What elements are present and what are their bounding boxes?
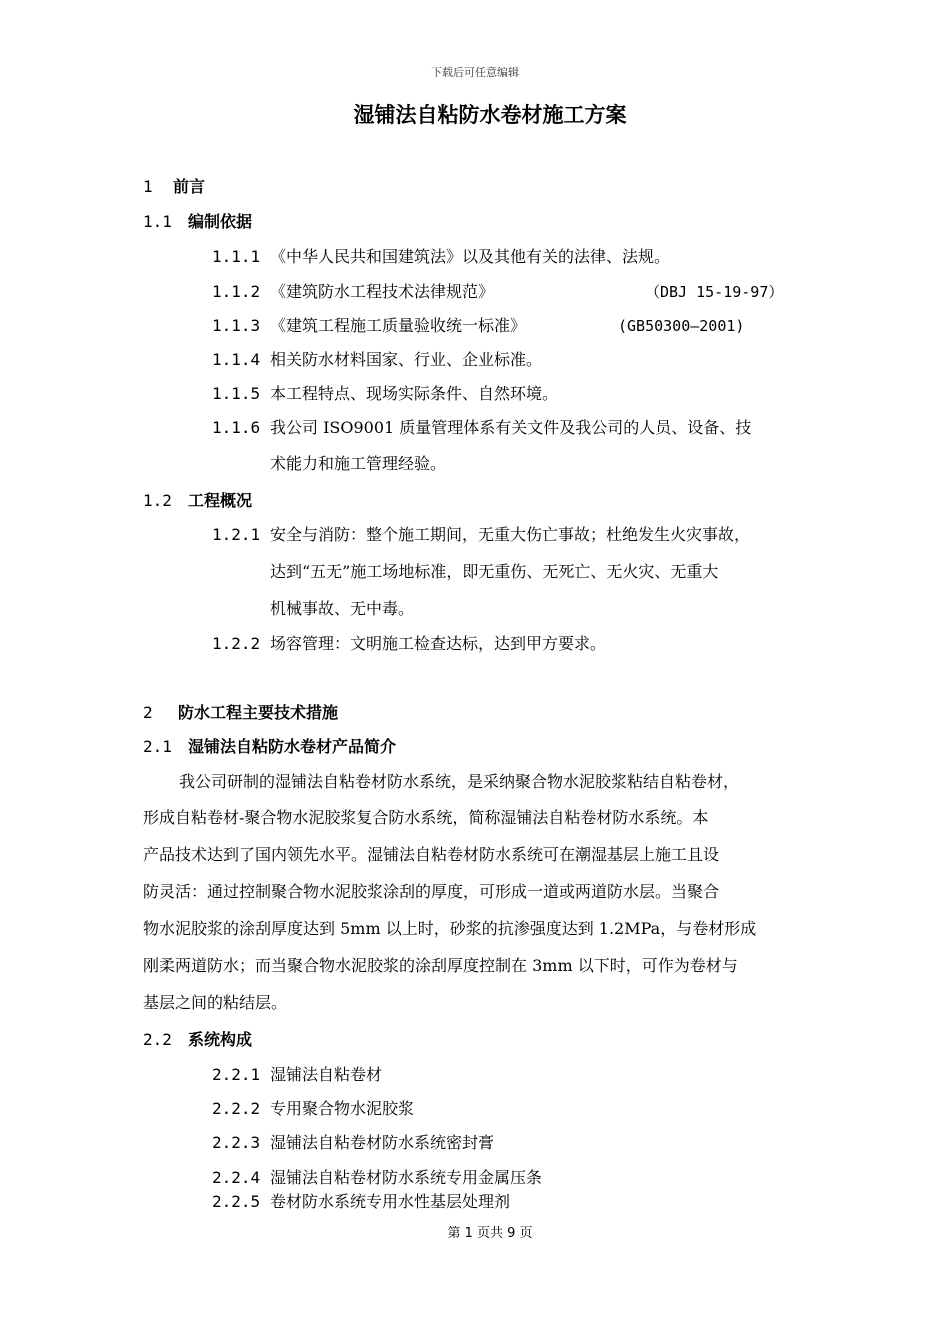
list-item xyxy=(212,1063,382,1087)
item-number: 1.1.2 xyxy=(212,282,261,301)
item-number: 2.2.1 xyxy=(212,1065,261,1084)
section-2-1-heading xyxy=(143,735,396,759)
section-1-heading xyxy=(143,175,205,199)
list-item xyxy=(212,382,558,406)
section-title: 编制依据 xyxy=(188,212,253,231)
section-number: 2.1 xyxy=(143,737,172,756)
standard-code: （DBJ 15-19-97） xyxy=(645,283,784,301)
item-text-continuation: 机械事故、无中毒。 xyxy=(270,599,415,618)
paragraph-line: 我公司研制的湿铺法自粘卷材防水系统，是采纳聚合物水泥胶浆粘结自粘卷材， xyxy=(179,772,740,791)
section-title: 前言 xyxy=(173,177,206,196)
item-text-continuation: 术能力和施工管理经验。 xyxy=(270,454,447,473)
item-number: 1.1.3 xyxy=(212,316,261,335)
section-title: 湿铺法自粘防水卷材产品简介 xyxy=(188,737,397,756)
standard-code: (GB50300—2001) xyxy=(618,317,745,335)
document-title: 湿铺法自粘防水卷材施工方案 xyxy=(353,103,627,127)
section-number: 2.2 xyxy=(143,1030,172,1049)
item-number: 1.2.1 xyxy=(212,525,261,544)
item-text: 湿铺法自粘卷材防水系统专用金属压条 xyxy=(270,1168,543,1187)
list-item xyxy=(212,348,542,372)
item-number: 1.2.2 xyxy=(212,634,261,653)
item-number: 2.2.2 xyxy=(212,1099,261,1118)
item-number: 2.2.5 xyxy=(212,1192,261,1211)
list-item xyxy=(212,314,526,338)
list-item xyxy=(212,1131,494,1155)
item-text: 我公司 ISO9001 质量管理体系有关文件及我公司的人员、设备、技 xyxy=(270,418,752,437)
paragraph-line: 物水泥胶浆的涂刮厚度达到 5mm 以上时，砂浆的抗渗强度达到 1.2MPa，与卷材形成 xyxy=(143,919,757,938)
section-number: 1 xyxy=(143,177,153,196)
item-text: 专用聚合物水泥胶浆 xyxy=(270,1099,415,1118)
paragraph-line: 刚柔两道防水；而当聚合物水泥胶浆的涂刮厚度控制在 3mm 以下时，可作为卷材与 xyxy=(143,956,738,975)
page-header: 下载后可任意编辑 xyxy=(431,66,519,79)
section-number: 2 xyxy=(143,703,153,722)
item-text: 《中华人民共和国建筑法》以及其他有关的法律、法规。 xyxy=(270,247,671,266)
paragraph-line: 产品技术达到了国内领先水平。湿铺法自粘卷材防水系统可在潮湿基层上施工且设 xyxy=(143,845,720,864)
list-item xyxy=(212,632,606,656)
item-number: 1.1.1 xyxy=(212,247,261,266)
list-item xyxy=(212,1190,510,1214)
item-text: 相关防水材料国家、行业、企业标准。 xyxy=(270,350,543,369)
list-item xyxy=(212,1097,414,1121)
item-text: 安全与消防：整个施工期间，无重大伤亡事故；杜绝发生火灾事故， xyxy=(270,525,751,544)
section-2-2-heading xyxy=(143,1028,252,1052)
item-text: 《建筑防水工程技术法律规范》 xyxy=(270,282,495,301)
item-number: 1.1.4 xyxy=(212,350,261,369)
item-number: 1.1.5 xyxy=(212,384,261,403)
section-title: 工程概况 xyxy=(188,491,253,510)
section-number: 1.1 xyxy=(143,212,172,231)
item-text: 《建筑工程施工质量验收统一标准》 xyxy=(270,316,527,335)
item-number: 2.2.4 xyxy=(212,1168,261,1187)
item-text: 场容管理：文明施工检查达标，达到甲方要求。 xyxy=(270,634,607,653)
section-1-1-heading xyxy=(143,210,252,234)
paragraph-line: 形成自粘卷材-聚合物水泥胶浆复合防水系统，简称湿铺法自粘卷材防水系统。本 xyxy=(143,808,709,827)
section-title: 系统构成 xyxy=(188,1030,253,1049)
list-item xyxy=(212,523,750,547)
item-text: 湿铺法自粘卷材防水系统密封膏 xyxy=(270,1133,495,1152)
item-text: 湿铺法自粘卷材 xyxy=(270,1065,383,1084)
paragraph-line: 防灵活：通过控制聚合物水泥胶浆涂刮的厚度，可形成一道或两道防水层。当聚合 xyxy=(143,882,720,901)
item-text: 本工程特点、现场实际条件、自然环境。 xyxy=(270,384,559,403)
list-item xyxy=(212,245,670,269)
list-item xyxy=(212,416,751,440)
section-number: 1.2 xyxy=(143,491,172,510)
item-number: 2.2.3 xyxy=(212,1133,261,1152)
item-text-continuation: 达到“五无”施工场地标准，即无重伤、无死亡、无火灾、无重大 xyxy=(270,562,719,581)
page-footer: 第 1 页共 9 页 xyxy=(447,1226,533,1241)
item-text: 卷材防水系统专用水性基层处理剂 xyxy=(270,1192,511,1211)
section-1-2-heading xyxy=(143,489,252,513)
section-2-heading xyxy=(143,701,338,725)
list-item xyxy=(212,1166,542,1190)
section-title: 防水工程主要技术措施 xyxy=(178,703,339,722)
item-number: 1.1.6 xyxy=(212,418,261,437)
list-item xyxy=(212,280,494,304)
paragraph-line: 基层之间的粘结层。 xyxy=(143,993,288,1012)
